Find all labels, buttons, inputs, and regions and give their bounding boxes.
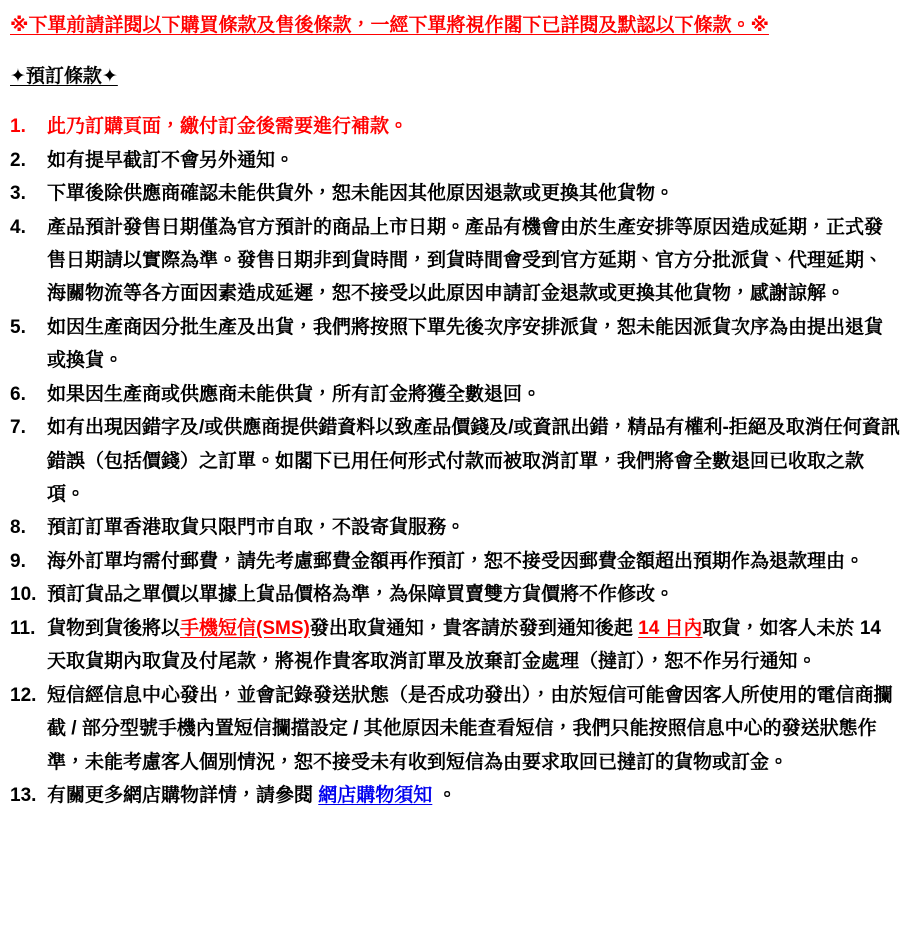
term-number: 1.: [10, 116, 26, 138]
term-number: 12.: [10, 684, 37, 706]
term-text: [47, 177, 901, 210]
term-item: [10, 110, 901, 143]
term-text: [47, 378, 901, 411]
term-item: [10, 578, 901, 611]
term-item: [10, 311, 901, 378]
term-segment: 預訂訂單香港取貨只限門市自取，不設寄貨服務。: [47, 517, 466, 539]
term-item: [10, 144, 901, 177]
term-text: [47, 311, 901, 378]
term-segment: 如有出現因錯字及/或供應商提供錯資料以致產品價錢及/或資訊出錯，精品有權利-拒絕及取消任何資訊錯誤（包括價錢）之訂單。如閣下已用任何形式付款而被取消訂單，我們將會全數退回已收取之款項。: [47, 417, 900, 506]
term-item: [10, 411, 901, 511]
term-segment: 。: [432, 784, 457, 806]
term-number: 11.: [10, 617, 36, 639]
term-text: [47, 511, 901, 544]
term-number: 3.: [10, 183, 26, 205]
term-segment: 取貨，如客人未於 14 天取貨期內取貨及付尾款，將視作貴客取消訂單及放棄訂金處理（撻訂），恕不作另行通知。: [47, 617, 881, 673]
term-number: 10.: [10, 584, 37, 606]
term-segment: 海外訂單均需付郵費，請先考慮郵費金額再作預訂，恕不接受因郵費金額超出預期作為退款理由。: [47, 550, 865, 572]
term-text: [47, 578, 901, 611]
term-item: [10, 545, 901, 578]
term-segment: 產品預計發售日期僅為官方預計的商品上市日期。產品有機會由於生產安排等原因造成延期，正式發售日期請以實際為準。發售日期非到貨時間，到貨時間會受到官方延期、官方分批派貨、代理延期、海關物流等各方面因素造成延遲，恕不接受以此原因申請訂金退款或更換其他貨物，感謝諒解。: [47, 216, 884, 305]
term-number: 7.: [10, 417, 26, 439]
term-segment: 如因生產商因分批生產及出貨，我們將按照下單先後次序安排派貨，恕未能因派貨次序為由提出退貨或換貨。: [47, 316, 884, 372]
term-text: [47, 411, 901, 511]
term-item: [10, 511, 901, 544]
term-segment: 發出取貨通知，貴客請於發到通知後起: [309, 617, 639, 639]
term-number: 2.: [10, 149, 26, 171]
term-text: [47, 779, 901, 812]
shop-guide-link[interactable]: 網店購物須知: [318, 784, 433, 806]
term-segment: 貨物到貨後將以: [47, 617, 181, 639]
section-header-preorder-terms: ✦預訂條款✦: [10, 65, 118, 87]
term-number: 5.: [10, 316, 26, 338]
term-item: [10, 779, 901, 812]
term-number: 4.: [10, 216, 26, 238]
term-segment: 如有提早截訂不會另外通知。: [47, 149, 295, 171]
term-number: 8.: [10, 517, 26, 539]
term-number: 6.: [10, 383, 26, 405]
term-text: [47, 679, 901, 779]
term-text: [47, 612, 901, 679]
term-text: [47, 144, 901, 177]
highlight-segment: 14 日內: [638, 617, 703, 639]
term-text: [47, 110, 901, 143]
term-item: [10, 612, 901, 679]
term-number: 9.: [10, 550, 26, 572]
terms-list: [10, 110, 901, 812]
page-title: ※下單前請詳閱以下購買條款及售後條款，一經下單將視作閣下已詳閱及默認以下條款。※: [10, 15, 769, 36]
term-segment: 如果因生產商或供應商未能供貨，所有訂金將獲全數退回。: [47, 383, 542, 405]
term-text: [47, 545, 901, 578]
term-segment: 此乃訂購頁面，繳付訂金後需要進行補款。: [47, 116, 409, 138]
term-item: [10, 378, 901, 411]
highlight-segment: 手機短信(SMS): [180, 617, 310, 639]
term-text: [47, 211, 901, 311]
term-segment: 下單後除供應商確認未能供貨外，恕未能因其他原因退款或更換其他貨物。: [47, 183, 675, 205]
term-item: [10, 679, 901, 779]
term-item: [10, 211, 901, 311]
term-segment: 預訂貨品之單價以單據上貨品價格為準，為保障買賣雙方貨價將不作修改。: [47, 584, 675, 606]
term-segment: 短信經信息中心發出，並會記錄發送狀態（是否成功發出），由於短信可能會因客人所使用的電信商攔截 / 部分型號手機內置短信攔擋設定 / 其他原因未能查看短信，我們只能按照信息中心的發送狀態作準，未能考慮客人個別情況，恕不接受未有收到短信為由要求取回已撻訂的貨物或訂金。: [47, 684, 893, 773]
term-item: [10, 177, 901, 210]
term-segment: 有關更多網店購物詳情，請參閱: [47, 784, 319, 806]
term-number: 13.: [10, 784, 37, 806]
